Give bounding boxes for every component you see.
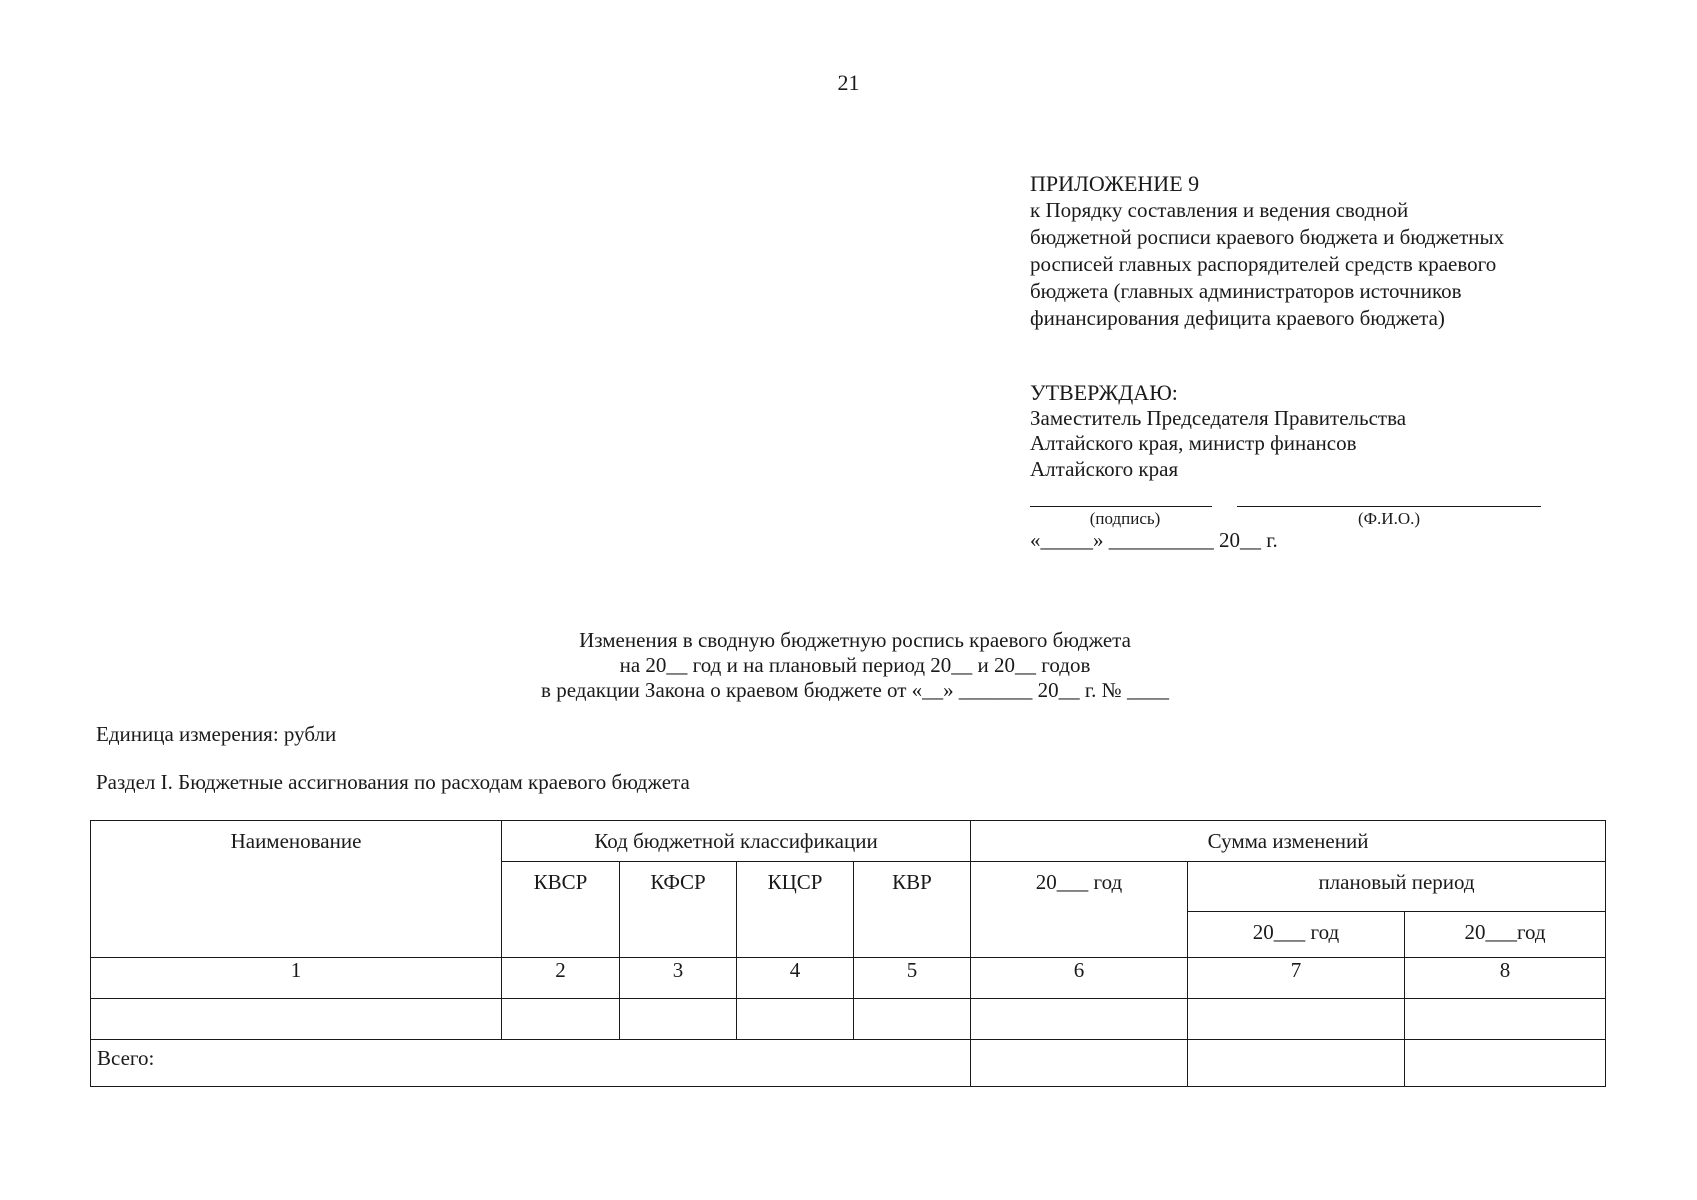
page-number: 21 (837, 70, 860, 95)
header-name: Наименование (91, 821, 502, 958)
column-number: 8 (1405, 958, 1606, 999)
total-cell (971, 1040, 1188, 1087)
document-title (0, 628, 1697, 703)
table-cell (737, 999, 854, 1040)
document-title-line: на 20__ год и на плановый период 20__ и 20__ годов (619, 653, 1091, 677)
approval-block (1030, 380, 1650, 482)
appendix-line: финансирования дефицита краевого бюджета) (1030, 306, 1445, 330)
total-row (91, 1040, 1606, 1087)
signature-line (1030, 506, 1212, 507)
total-label: Всего: (91, 1040, 971, 1087)
appendix-block (1030, 170, 1650, 332)
table-cell (91, 999, 502, 1040)
table-cell (1188, 999, 1405, 1040)
column-number-row (91, 958, 1606, 999)
header-sum-group: Сумма изменений (971, 821, 1606, 862)
appendix-title: ПРИЛОЖЕНИЕ 9 (1030, 171, 1200, 196)
header-planned-year-2: 20___год (1405, 912, 1606, 958)
approval-line: Алтайского края, министр финансов (1030, 431, 1357, 455)
approval-title: УТВЕРЖДАЮ: (1030, 380, 1178, 405)
column-number: 3 (620, 958, 737, 999)
signature-caption: (подпись) (1089, 509, 1161, 528)
column-number: 2 (502, 958, 620, 999)
unit-label: Единица измерения: рубли (96, 722, 337, 746)
approval-line: Алтайского края (1030, 456, 1179, 481)
total-cell (1405, 1040, 1606, 1087)
header-planned-period: плановый период (1188, 862, 1606, 912)
appendix-line: бюджетной росписи краевого бюджета и бюджетных (1030, 225, 1505, 249)
header-kfsr: КФСР (620, 862, 737, 958)
changes-table (90, 820, 1606, 1087)
document-title-line: в редакции Закона о краевом бюджете от «__» _______ 20__ г. № ____ (541, 678, 1169, 702)
table-row (91, 999, 1606, 1040)
name-caption: (Ф.И.О.) (1357, 509, 1421, 528)
header-current-year: 20___ год (971, 862, 1188, 958)
approval-date-line: «_____» __________ 20__ г. (1030, 528, 1278, 552)
appendix-line: росписей главных распорядителей средств краевого (1030, 252, 1497, 276)
table-cell (971, 999, 1188, 1040)
column-number: 1 (91, 958, 502, 999)
table-cell (854, 999, 971, 1040)
table-cell (620, 999, 737, 1040)
header-kvr: КВР (854, 862, 971, 958)
total-cell (1188, 1040, 1405, 1087)
column-number: 4 (737, 958, 854, 999)
column-number: 7 (1188, 958, 1405, 999)
table-cell (502, 999, 620, 1040)
header-kcsr: КЦСР (737, 862, 854, 958)
appendix-line: к Порядку составления и ведения сводной (1030, 198, 1409, 222)
header-kvsr: КВСР (502, 862, 620, 958)
header-planned-year-1: 20___ год (1188, 912, 1405, 958)
column-number: 5 (854, 958, 971, 999)
appendix-line: бюджета (главных администраторов источников (1030, 279, 1462, 303)
table-cell (1405, 999, 1606, 1040)
document-title-line: Изменения в сводную бюджетную роспись краевого бюджета (579, 628, 1131, 652)
section-label: Раздел I. Бюджетные ассигнования по расходам краевого бюджета (96, 770, 690, 794)
approval-line: Заместитель Председателя Правительства (1030, 405, 1407, 430)
header-code-group: Код бюджетной классификации (502, 821, 971, 862)
name-line (1237, 506, 1541, 507)
column-number: 6 (971, 958, 1188, 999)
